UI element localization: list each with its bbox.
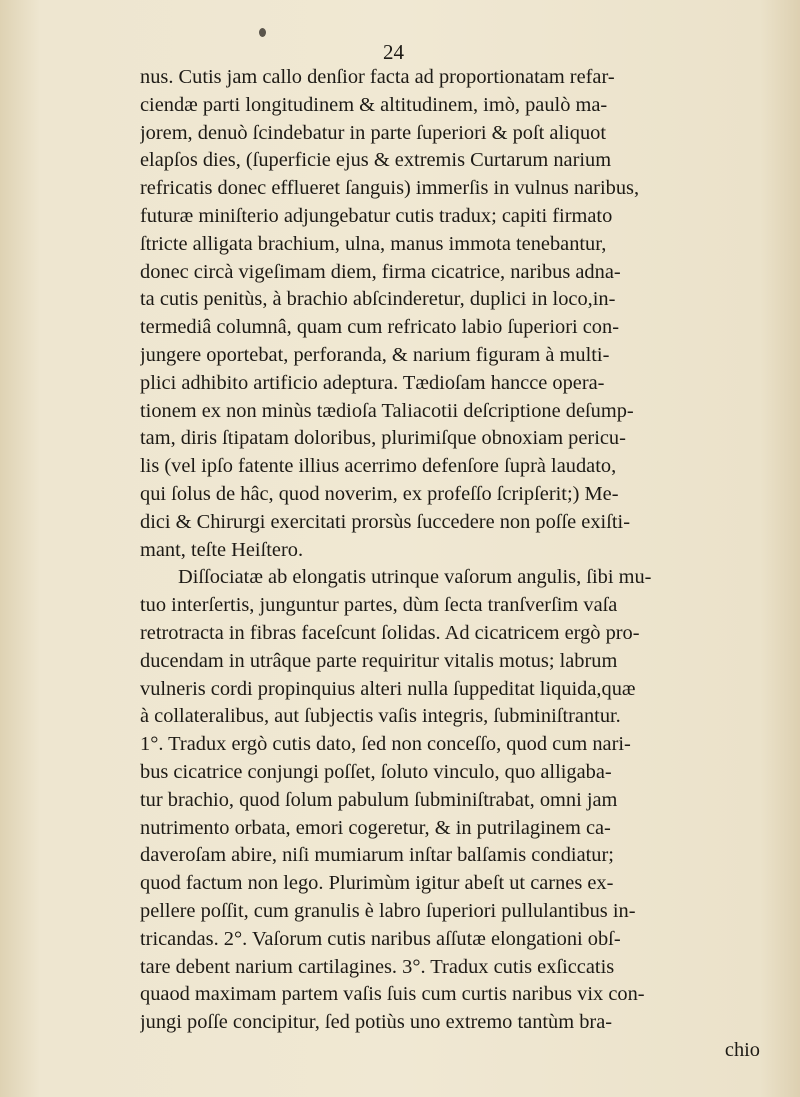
text-line: tricandas. 2°. Vaſorum cutis naribus aſſutæ elongationi obſ- (140, 927, 621, 950)
text-line: jorem, denuò ſcindebatur in parte ſuperiori & poſt aliquot (140, 121, 607, 144)
text-line: termediâ columnâ, quam cum refricato labio ſuperiori con- (140, 316, 619, 339)
text-line: donec circà vigeſimam diem, firma cicatrice, naribus adna- (140, 260, 621, 283)
text-line: daveroſam abire, niſi mumiarum inſtar balſamis condiatur; (140, 844, 614, 867)
text-line: mant, teſte Heiſtero. (140, 538, 304, 561)
text-line: qui ſolus de hâc, quod noverim, ex profeſſo ſcripſerit;) Me- (140, 482, 619, 505)
text-line: lis (vel ipſo fatente illius acerrimo defenſore ſuprà laudato, (140, 455, 617, 478)
text-line: dici & Chirurgi exercitati prorsùs ſuccedere non poſſe exiſti- (140, 510, 630, 533)
text-line: nus. Cutis jam callo denſior facta ad proportionatam refar- (140, 66, 615, 88)
catchword: chio (724, 1038, 760, 1061)
text-line: plici adhibito artificio adeptura. Tædioſam hancce opera- (140, 371, 605, 394)
paragraph-start-line: Diſſociatæ ab elongatis utrinque vaſorum angulis, ſibi mu- (178, 566, 652, 589)
text-line: tionem ex non minùs tædioſa Taliacotii deſcriptione deſump- (140, 399, 634, 422)
text-line: tam, diris ſtipatam doloribus, plurimiſque obnoxiam pericu- (140, 427, 626, 450)
text-line: ſtricte alligata brachium, ulna, manus immota tenebantur, (140, 232, 607, 255)
text-line: ducendam in utrâque parte requiritur vitalis motus; labrum (140, 649, 618, 672)
text-line: nutrimento orbata, emori cogeretur, & in putrilaginem ca- (140, 816, 611, 839)
text-line: ta cutis penitùs, à brachio abſcinderetur, duplici in loco,in- (140, 288, 616, 311)
text-line: tur brachio, quod ſolum pabulum ſubminiſtrabat, omni jam (140, 788, 618, 811)
text-line: jungi poſſe concipitur, ſed potiùs uno extremo tantùm bra- (140, 1011, 613, 1034)
text-line: quod factum non lego. Plurimùm igitur abeſt ut carnes ex- (140, 872, 614, 895)
text-line: tuo interſertis, junguntur partes, dùm ſecta tranſverſim vaſa (140, 594, 618, 617)
text-line: tare debent narium cartilagines. 3°. Tradux cutis exſiccatis (140, 955, 615, 978)
text-line: futuræ miniſterio adjungebatur cutis tradux; capiti firmato (140, 204, 613, 227)
text-line: bus cicatrice conjungi poſſet, ſoluto vinculo, quo alligaba- (140, 760, 612, 783)
text-line: pellere poſſit, cum granulis è labro ſuperiori pullulantibus in- (140, 899, 636, 922)
ink-spot (259, 28, 266, 37)
text-line: 1°. Tradux ergò cutis dato, ſed non conceſſo, quod cum nari- (140, 733, 631, 756)
text-line: ciendæ parti longitudinem & altitudinem, imò, paulò ma- (140, 93, 608, 116)
text-line: refricatis donec efflueret ſanguis) immerſis in vulnus naribus, (140, 177, 640, 200)
text-line: elapſos dies, (ſuperficie ejus & extremis Curtarum narium (140, 149, 612, 172)
text-line: quaod maximam partem vaſis ſuis cum curtis naribus vix con- (140, 983, 645, 1006)
page-number: 24 (383, 40, 404, 64)
body-text (140, 64, 760, 1065)
text-line: jungere oportebat, perforanda, & narium figuram à multi- (140, 343, 610, 366)
text-line: retrotracta in fibras faceſcunt ſolidas. Ad cicatricem ergò pro- (140, 621, 640, 644)
text-line: vulneris cordi propinquius alteri nulla ſuppeditat liquida,quæ (140, 677, 636, 700)
text-line: à collateralibus, aut ſubjectis vaſis integris, ſubminiſtrantur. (140, 705, 621, 728)
